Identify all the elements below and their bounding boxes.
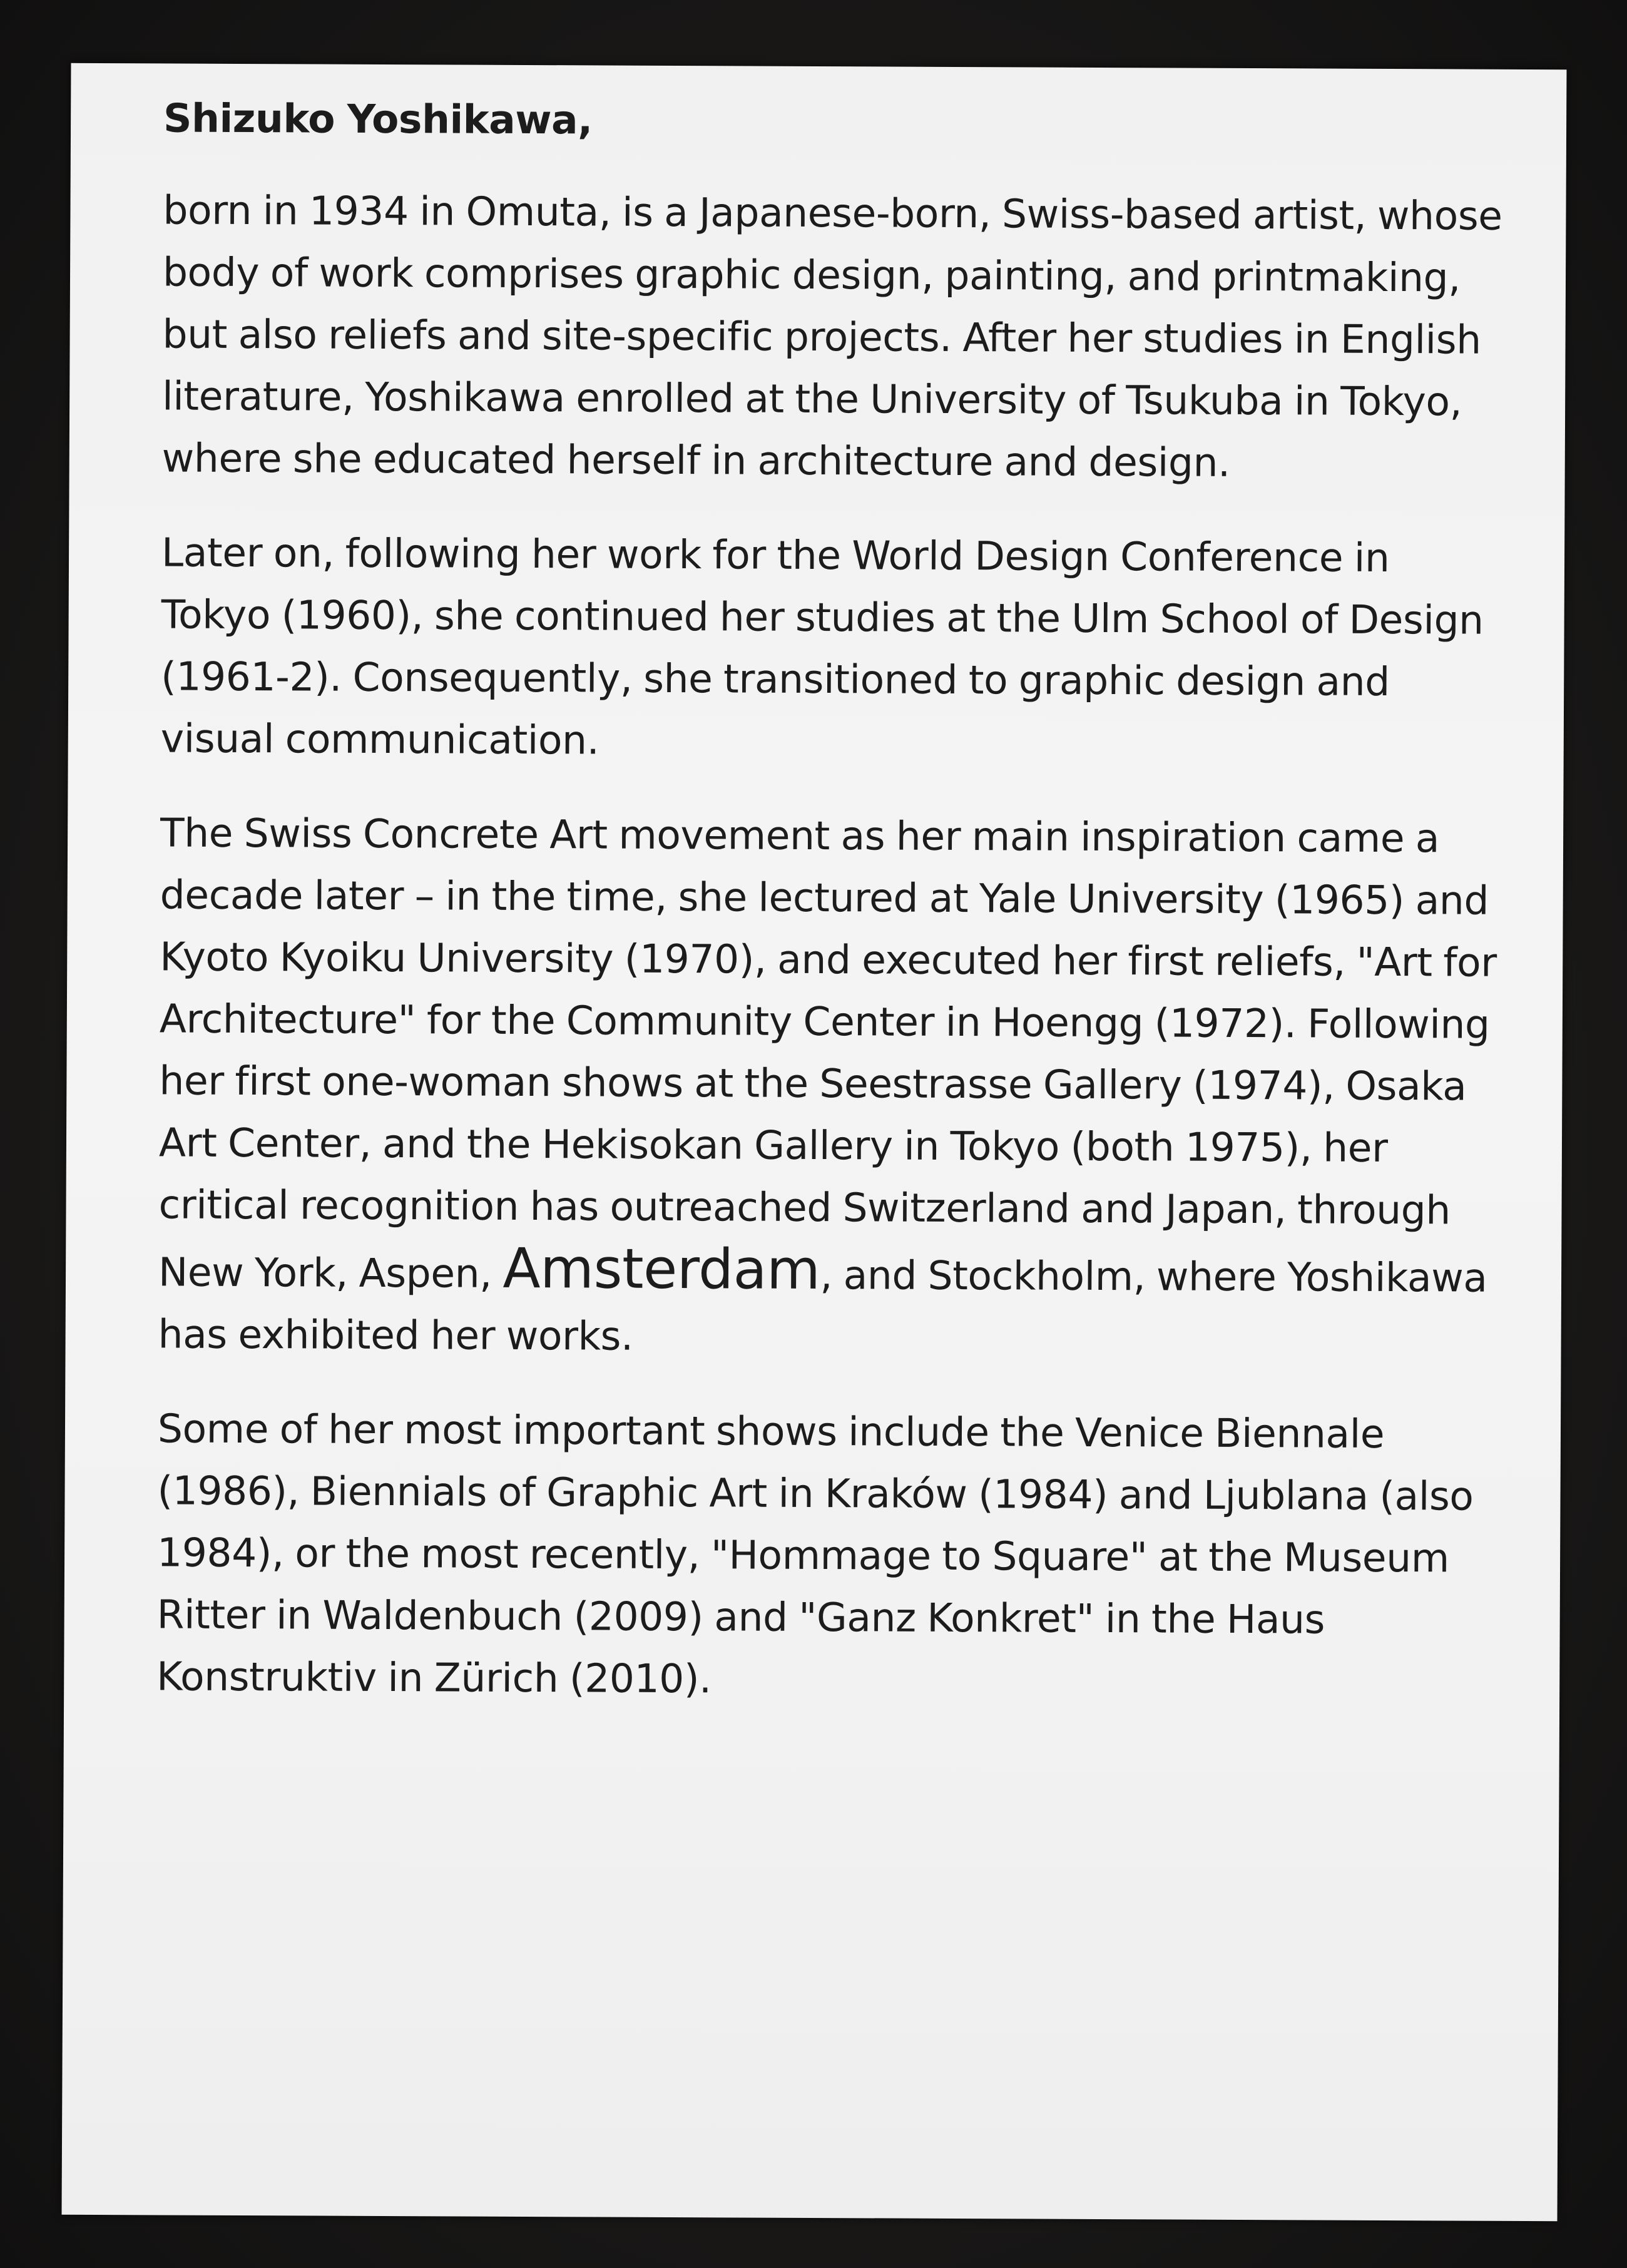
paragraph-shows: Some of her most important shows include the Venice Biennale (1986), Biennials of Graphic Art in Kraków (1984) and Ljublana (also 1984), or the most recently, "Hommage to Square" at the Museum Ritter in Waldenbuch (2009) and "Ganz Konkret" in the Haus Konstruktiv in Zürich (2010). [156,1406,1474,1702]
paragraph-biography: born in 1934 in Omuta, is a Japanese-born, Swiss-based artist, whose body of work comprises graphic design, painting, and printmaking, but also reliefs and site-specific projects. After her studies in English literature, Yoshikawa enrolled at the University of Tsukuba in Tokyo, where she educated herself in architecture and design. [161,187,1502,486]
document-body [156,87,1509,1745]
paragraph-studies: Later on, following her work for the World Design Conference in Tokyo (1960), she continued her studies at the Ulm School of Design (1961-2). Consequently, she transitioned to graphic design and visual communication. [160,529,1484,764]
paragraph-concrete-art [158,802,1506,1371]
paragraph-concrete-art-text: The Swiss Concrete Art movement as her main inspiration came a decade later – in the time, she lectured at Yale University (1965) and Kyoto Kyoiku University (1970), and executed her first reliefs, "Art for Architecture" for the Community Center in Hoengg (1972). Following her first one-woman shows at the Seestrasse Gallery (1974), Osaka Art Center, and the Hekisokan Gallery in Tokyo (both 1975), her critical recognition has outreached Switzerland and Japan, through New York, Aspen, [158,810,1497,1297]
amsterdam-emphasis: Amsterdam [502,1235,820,1302]
document-title: Shizuko Yoshikawa, [163,95,593,143]
paper-sheet [62,63,1567,2221]
paragraph-concrete-art-ending: , and Stockholm, where Yoshikawa has exhibited her works. [158,1252,1487,1359]
